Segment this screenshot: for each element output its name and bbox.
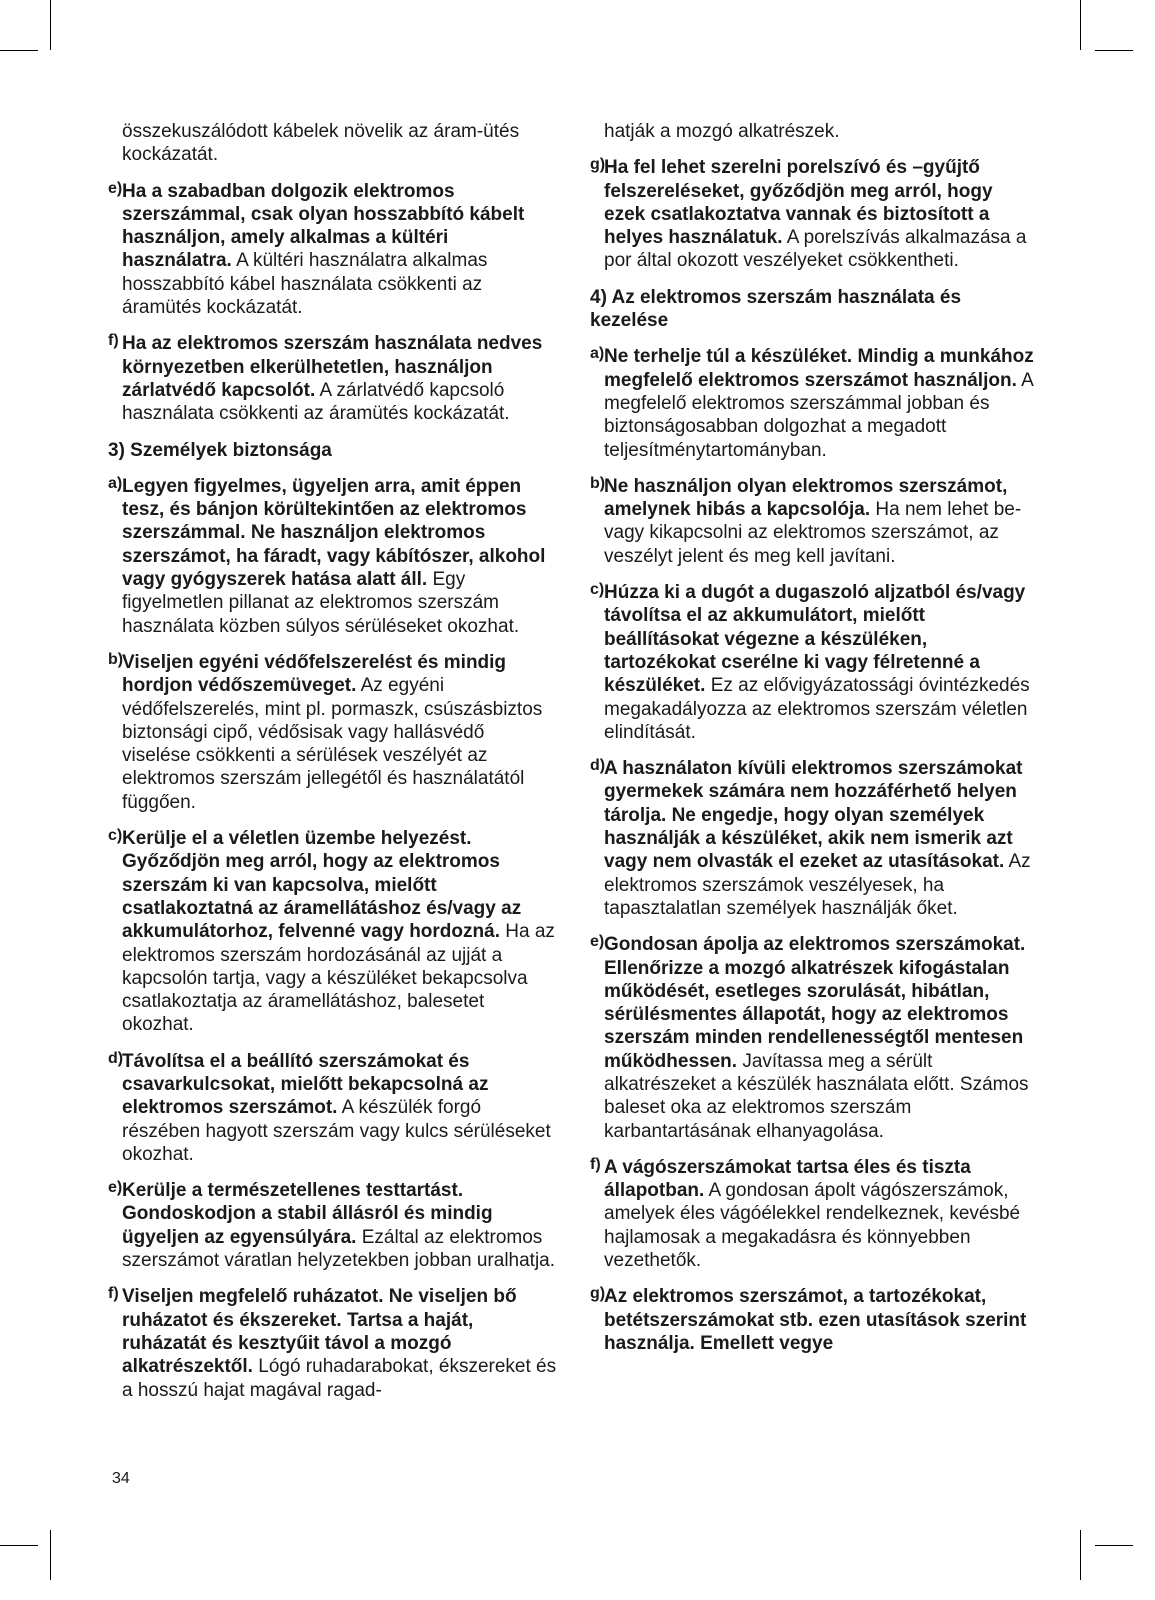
item-text: Lógó ruhadarabokat, ékszereket és a hosszú hajat magával ragad-: [122, 1356, 557, 1401]
list-item: [590, 757, 1035, 920]
list-item: [590, 475, 1035, 568]
item-marker: e): [108, 1179, 123, 1197]
item-marker: b): [108, 650, 124, 668]
list-item: [590, 1285, 1035, 1355]
list-item: [590, 345, 1035, 461]
item-marker: f): [590, 1155, 601, 1173]
item-text: Egy figyelmetlen pillanat az elektromos szerszám használata közben súlyos sérüléseket okozhat.: [122, 569, 520, 637]
item-text: Javítassa meg a sérült alkatrészeket a készülék használata előtt. Számos baleset oka az elektromos szerszám karbantartásának elhanyagolása.: [604, 1050, 1029, 1142]
item-bold-text: Ha az elektromos szerszám használata nedves környezetben elkerülhetetlen, használjon zárlatvédő kapcsolót.: [122, 333, 543, 401]
item-bold-text: Húzza ki a dugót a dugaszoló aljzatból és/vagy távolítsa el az akkumulátort, mielőtt beállításokat végezne a készüléken, tartozékokat cserélne ki vagy félretenné a készüléket.: [604, 582, 1026, 697]
item-bold-text: Távolítsa el a beállító szerszámokat és csavarkulcsokat, mielőtt bekapcsolná az elektromos szerszámot.: [122, 1050, 489, 1119]
list-item: [590, 1156, 1035, 1272]
item-bold-text: Ha fel lehet szerelni porelszívó és –gyűjtő felszereléseket, győződjön meg arról, hogy ezek csatlakoztatva vannak és biztosított a helyes használatuk.: [604, 157, 993, 249]
item-bold-text: Ne terhelje túl a készüléket. Mindig a munkához megfelelő elektromos szerszámot használjon.: [604, 346, 1034, 391]
left-column: [108, 120, 558, 1415]
item-bold-text: Viseljen egyéni védőfelszerelést és mindig hordjon védőszemüveget.: [122, 651, 507, 697]
item-marker: e): [590, 933, 605, 951]
list-item: [590, 933, 1035, 1143]
list-item: [108, 332, 558, 425]
item-marker: a): [590, 345, 605, 363]
crop-mark: [50, 0, 51, 50]
paragraph: összekuszálódott kábelek növelik az áram-ütés kockázatát.: [122, 121, 520, 166]
right-column: [590, 120, 1035, 1368]
item-bold-text: Gondosan ápolja az elektromos szerszámokat. Ellenőrizze a mozgó alkatrészek kifogástalan működését, esetleges szorulását, hibátlan, sérülésmentes állapotát, hogy az elektromos szerszám minden rendellenességtől mentesen működhessen.: [604, 934, 1026, 1072]
item-text: A kültéri használatra alkalmas hosszabbító kábel használata csökkenti az áramütés kockázatát.: [122, 250, 488, 319]
item-bold-text: Az elektromos szerszámot, a tartozékokat, betétszerszámokat stb. ezen utasítások szerint használja. Emellett vegye: [604, 1286, 1027, 1354]
item-marker: f): [108, 332, 119, 350]
item-bold-text: Kerülje el a véletlen üzembe helyezést. Győződjön meg arról, hogy az elektromos szerszám ki van kapcsolva, mielőtt csatlakoztatná az áramellátáshoz és/vagy az akkumulátorhoz, felvenné vagy hordozná.: [122, 828, 522, 943]
crop-mark: [0, 1545, 38, 1546]
item-bold-text: Ha a szabadban dolgozik elektromos szerszámmal, csak olyan hosszabbító kábelt használjon, amely alkalmas a kültéri használatra.: [122, 180, 525, 272]
item-text: A zárlatvédő kapcsoló használata csökkenti az áramütés kockázatát.: [122, 379, 510, 425]
item-bold-text: A vágószerszámokat tartsa éles és tiszta állapotban.: [604, 1156, 971, 1202]
item-bold-text: Ne használjon olyan elektromos szerszámot, amelynek hibás a kapcsolója.: [604, 475, 1008, 521]
item-marker: a): [108, 474, 123, 492]
item-marker: d): [108, 1049, 124, 1067]
list-item: [108, 475, 558, 638]
crop-mark: [1080, 0, 1081, 50]
page-number: 34: [112, 1470, 130, 1487]
item-marker: b): [590, 474, 606, 492]
item-text: Ha az elektromos szerszám hordozásánál az ujját a kapcsolón tartja, vagy a készüléket bekapcsolva csatlakoztatja az áramellátáshoz, balesetet okozhat.: [122, 921, 555, 1036]
item-text: Ezáltal az elektromos szerszámot váratlan helyzetekben jobban uralhatja.: [122, 1226, 556, 1272]
list-item: [108, 651, 558, 814]
item-text: Ez az elővigyázatossági óvintézkedés megakadályozza az elektromos szerszám véletlen elindítását.: [604, 675, 1030, 743]
list-item: [108, 827, 558, 1037]
item-text: A porelszívás alkalmazása a por által okozott veszélyeket csökkentheti.: [604, 227, 1027, 272]
crop-mark: [50, 1530, 51, 1580]
list-item: [108, 1050, 558, 1166]
section-heading: 3) Személyek biztonsága: [108, 439, 332, 461]
item-text: A gondosan ápolt vágószerszámok, amelyek éles vágóélekkel rendelkeznek, kevésbé hajlamosak a megakadásra és könnyebben vezethetők.: [604, 1180, 1021, 1272]
paragraph: hatják a mozgó alkatrészek.: [604, 121, 840, 142]
item-marker: e): [108, 179, 123, 197]
item-bold-text: Kerülje a természetellenes testtartást. Gondoskodjon a stabil állásról és mindig ügyeljen az egyensúlyára.: [122, 1180, 493, 1248]
item-text: A megfelelő elektromos szerszámmal jobban és biztonságosabban dolgozhat a megadott teljesítménytartományban.: [604, 369, 1033, 461]
list-item: [590, 156, 1035, 272]
list-item: [108, 180, 558, 320]
list-item: [108, 1285, 558, 1401]
section-heading: 4) Az elektromos szerszám használata és kezelése: [590, 286, 962, 332]
crop-mark: [1095, 1545, 1133, 1546]
item-bold-text: A használaton kívüli elektromos szerszámokat gyermekek számára nem hozzáférhető helyen tárolja. Ne engedje, hogy olyan személyek használják a készüléket, akik nem ismerik azt vagy nem olvasták el ezeket az utasításokat.: [604, 758, 1023, 873]
item-marker: g): [590, 1285, 606, 1303]
crop-mark: [1095, 50, 1133, 51]
item-marker: d): [590, 757, 606, 775]
item-marker: c): [590, 581, 605, 599]
item-marker: c): [108, 827, 123, 845]
item-marker: g): [590, 156, 606, 174]
list-item: [590, 581, 1035, 744]
item-bold-text: Legyen figyelmes, ügyeljen arra, amit éppen tesz, és bánjon körültekintően az elektromos szerszámmal. Ne használjon elektromos szerszámot, ha fáradt, vagy kábítószer, alkohol vagy gyógyszerek hatása alatt áll.: [122, 475, 546, 591]
item-bold-text: Viseljen megfelelő ruházatot. Ne viseljen bő ruházatot és ékszereket. Tartsa a haját, ruházatát és kesztyűit távol a mozgó alkatrészektől.: [122, 1286, 517, 1378]
item-text: A készülék forgó részében hagyott szerszám vagy kulcs sérüléseket okozhat.: [122, 1097, 551, 1165]
item-text: Ha nem lehet be- vagy kikapcsolni az elektromos szerszámot, az veszélyt jelent és meg kell javítani.: [604, 499, 1022, 567]
item-marker: f): [108, 1285, 119, 1303]
item-text: Az elektromos szerszámok veszélyesek, ha tapasztalatlan személyek használják őket.: [604, 851, 1031, 919]
crop-mark: [0, 50, 38, 51]
item-text: Az egyéni védőfelszerelés, mint pl. pormaszk, csúszásbiztos biztonsági cipő, védősisak vagy hallásvédő viselése csökkenti a sérülések veszélyét az elektromos szerszám jellegétől és használatától függően.: [122, 675, 543, 813]
list-item: [108, 1179, 558, 1272]
crop-mark: [1080, 1530, 1081, 1580]
